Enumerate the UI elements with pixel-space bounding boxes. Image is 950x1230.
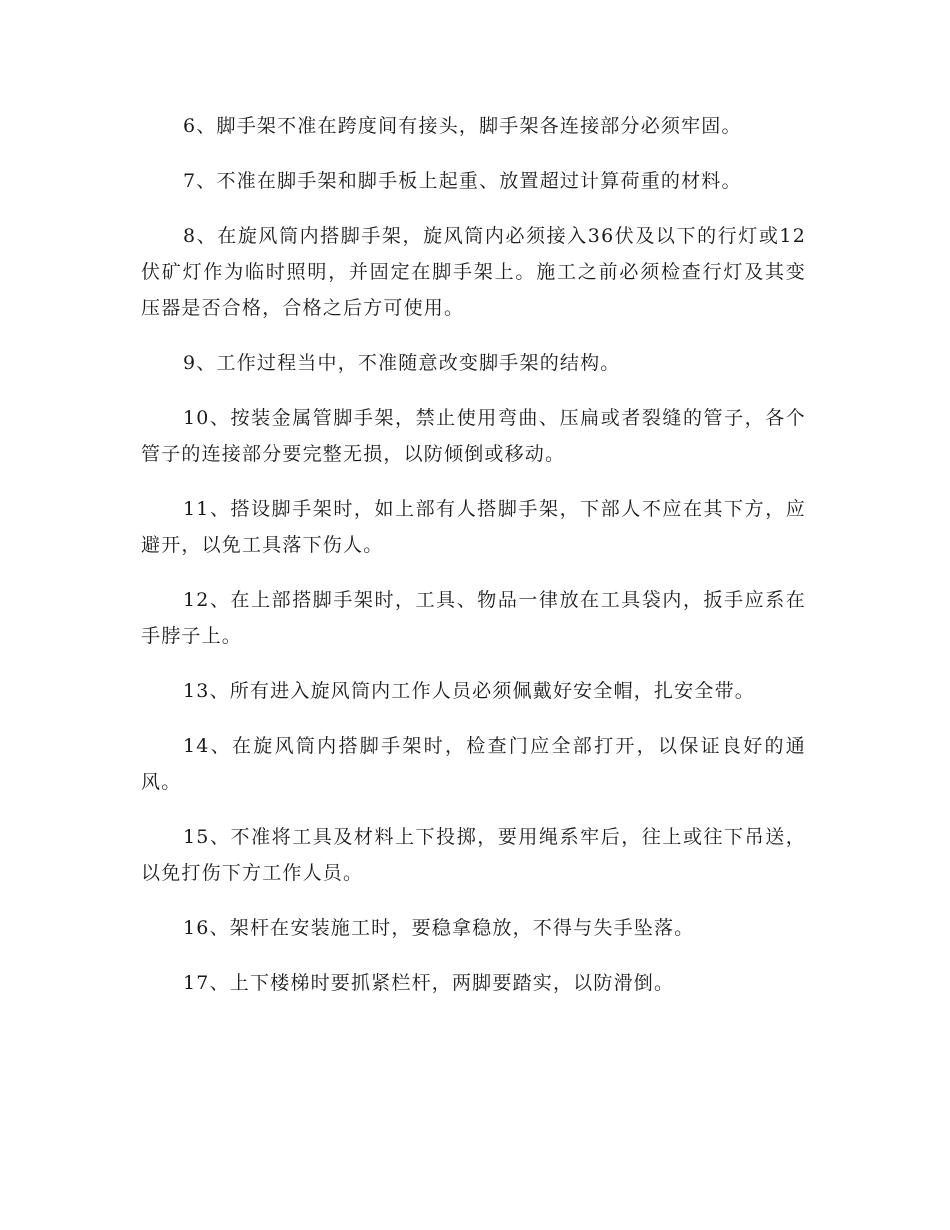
paragraph-rule-15: 15、不准将工具及材料上下投掷，要用绳系牢后，往上或往下吊送，以免打伤下方工作人员。 [141, 826, 806, 884]
paragraph-rule-8: 8、在旋风筒内搭脚手架，旋风筒内必须接入36伏及以下的行灯或12伏矿灯作为临时照明，并固定在脚手架上。施工之前必须检查行灯及其变压器是否合格，合格之后方可使用。 [141, 225, 806, 319]
paragraph-rule-6: 6、脚手架不准在跨度间有接头，脚手架各连接部分必须牢固。 [183, 115, 742, 137]
paragraph-rule-14: 14、在旋风筒内搭脚手架时，检查门应全部打开，以保证良好的通风。 [141, 735, 806, 793]
paragraph-rule-9: 9、工作过程当中，不准随意改变脚手架的结构。 [183, 352, 621, 374]
paragraph-rule-11: 11、搭设脚手架时，如上部有人搭脚手架，下部人不应在其下方，应避开，以免工具落下伤人。 [141, 498, 806, 556]
paragraph-rule-10: 10、按装金属管脚手架，禁止使用弯曲、压扁或者裂缝的管子，各个管子的连接部分要完整无损，以防倾倒或移动。 [141, 407, 806, 465]
paragraph-rule-12: 12、在上部搭脚手架时，工具、物品一律放在工具袋内，扳手应系在手脖子上。 [141, 589, 806, 647]
paragraph-rule-17: 17、上下楼梯时要抓紧栏杆，两脚要踏实，以防滑倒。 [183, 972, 675, 994]
paragraph-rule-7: 7、不准在脚手架和脚手板上起重、放置超过计算荷重的材料。 [183, 170, 742, 192]
paragraph-rule-13: 13、所有进入旋风筒内工作人员必须佩戴好安全帽，扎安全带。 [183, 680, 755, 702]
document-body [141, 108, 806, 1020]
paragraph-rule-16: 16、架杆在安装施工时，要稳拿稳放，不得与失手坠落。 [183, 917, 695, 939]
